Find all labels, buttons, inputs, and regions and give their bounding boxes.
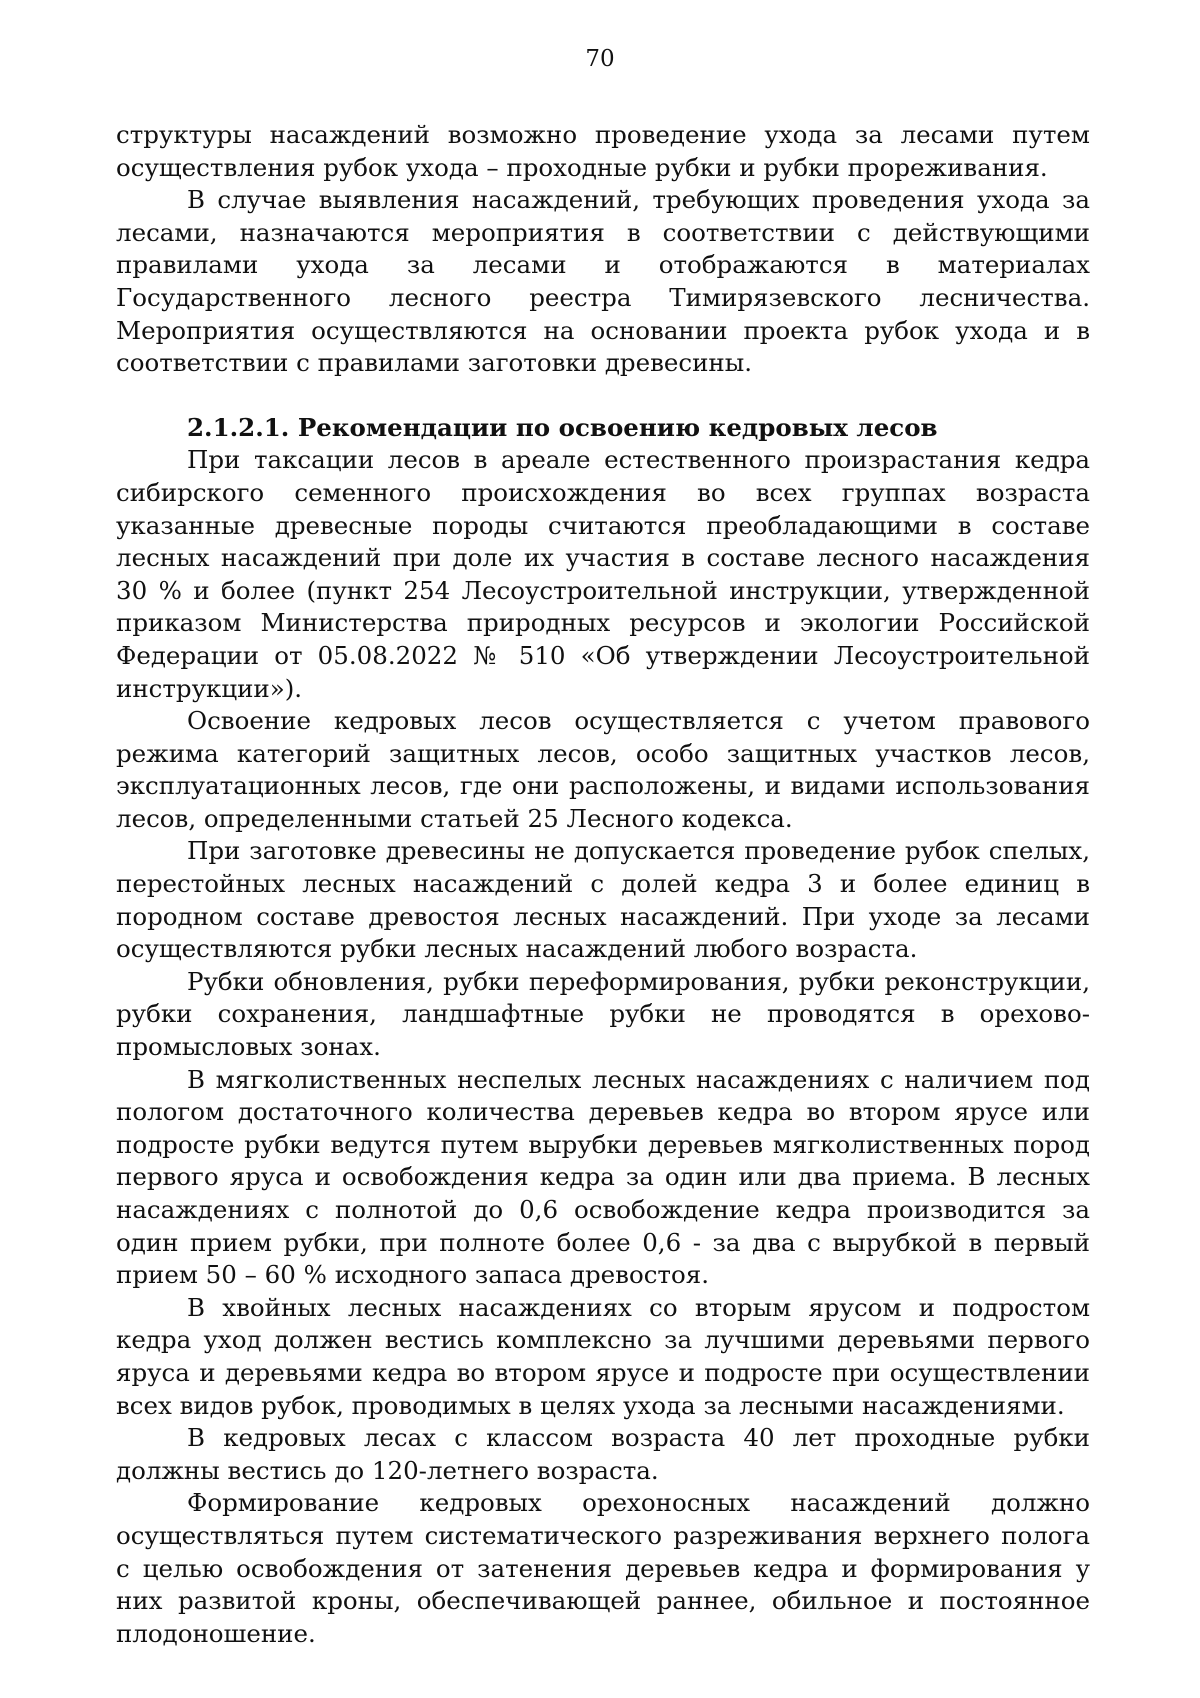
paragraph: Рубки обновления, рубки переформирования, рубки реконструкции, рубки сохранения, ландшафтные рубки не проводятся в орехово-промысловых зонах. xyxy=(116,966,1090,1062)
paragraph: При таксации лесов в ареале естественного произрастания кедра сибирского семенного происхождения во всех группах возраста указанные древесные породы считаются преобладающими в составе лесных насаждений при доле их участия в составе лесного насаждения 30 % и более (пункт 254 Лесоустроительной инструкции, утвержденной приказом Министерства природных ресурсов и экологии Российской Федерации от 05.08.2022 № 510 «Об утверждении Лесоустроительной инструкции»). xyxy=(116,445,1090,703)
paragraph: При заготовке древесины не допускается проведение рубок спелых, перестойных лесных насаждений с долей кедра 3 и более единиц в породном составе древостоя лесных насаждений. При уходе за лесами осуществляются рубки лесных насаждений любого возраста. xyxy=(116,836,1090,964)
paragraph: В хвойных лесных насаждениях со вторым ярусом и подростом кедра уход должен вестись комплексно за лучшими деревьями первого яруса и деревьями кедра во втором ярусе и подросте при осуществлении всех видов рубок, проводимых в целях ухода за лесными насаждениями. xyxy=(116,1292,1090,1420)
paragraph: В кедровых лесах с классом возраста 40 лет проходные рубки должны вестись до 120-летнего возраста. xyxy=(116,1423,1090,1485)
page-number: 70 xyxy=(585,46,615,72)
paragraph-continuation: структуры насаждений возможно проведение ухода за лесами путем осуществления рубок ухода – проходные рубки и рубки прореживания. xyxy=(116,120,1090,182)
paragraph: В случае выявления насаждений, требующих проведения ухода за лесами, назначаются мероприятия в соответствии с действующими правилами ухода за лесами и отображаются в материалах Государственного лесного реестра Тимирязевского лесничества. Мероприятия осуществляются на основании проекта рубок ухода и в соответствии с правилами заготовки древесины. xyxy=(116,185,1090,378)
paragraph: В мягколиственных неспелых лесных насаждениях с наличием под пологом достаточного количества деревьев кедра во втором ярусе или подросте рубки ведутся путем вырубки деревьев мягколиственных пород первого яруса и освобождения кедра за один или два приема. В лесных насаждениях с полнотой до 0,6 освобождение кедра производится за один прием рубки, при полноте более 0,6 - за два с вырубкой в первый прием 50 – 60 % исходного запаса древостоя. xyxy=(116,1064,1090,1290)
paragraph: Освоение кедровых лесов осуществляется с учетом правового режима категорий защитных лесов, особо защитных участков лесов, эксплуатационных лесов, где они расположены, и видами использования лесов, определенными статьей 25 Лесного кодекса. xyxy=(116,706,1090,833)
document-body xyxy=(116,119,1090,1650)
section-heading: 2.1.2.1. Рекомендации по освоению кедровых лесов xyxy=(187,412,938,442)
paragraph: Формирование кедровых орехоносных насаждений должно осуществляться путем систематического разреживания верхнего полога с целью освобождения от затенения деревьев кедра и формирования у них развитой кроны, обеспечивающей раннее, обильное и постоянное плодоношение. xyxy=(116,1488,1090,1648)
